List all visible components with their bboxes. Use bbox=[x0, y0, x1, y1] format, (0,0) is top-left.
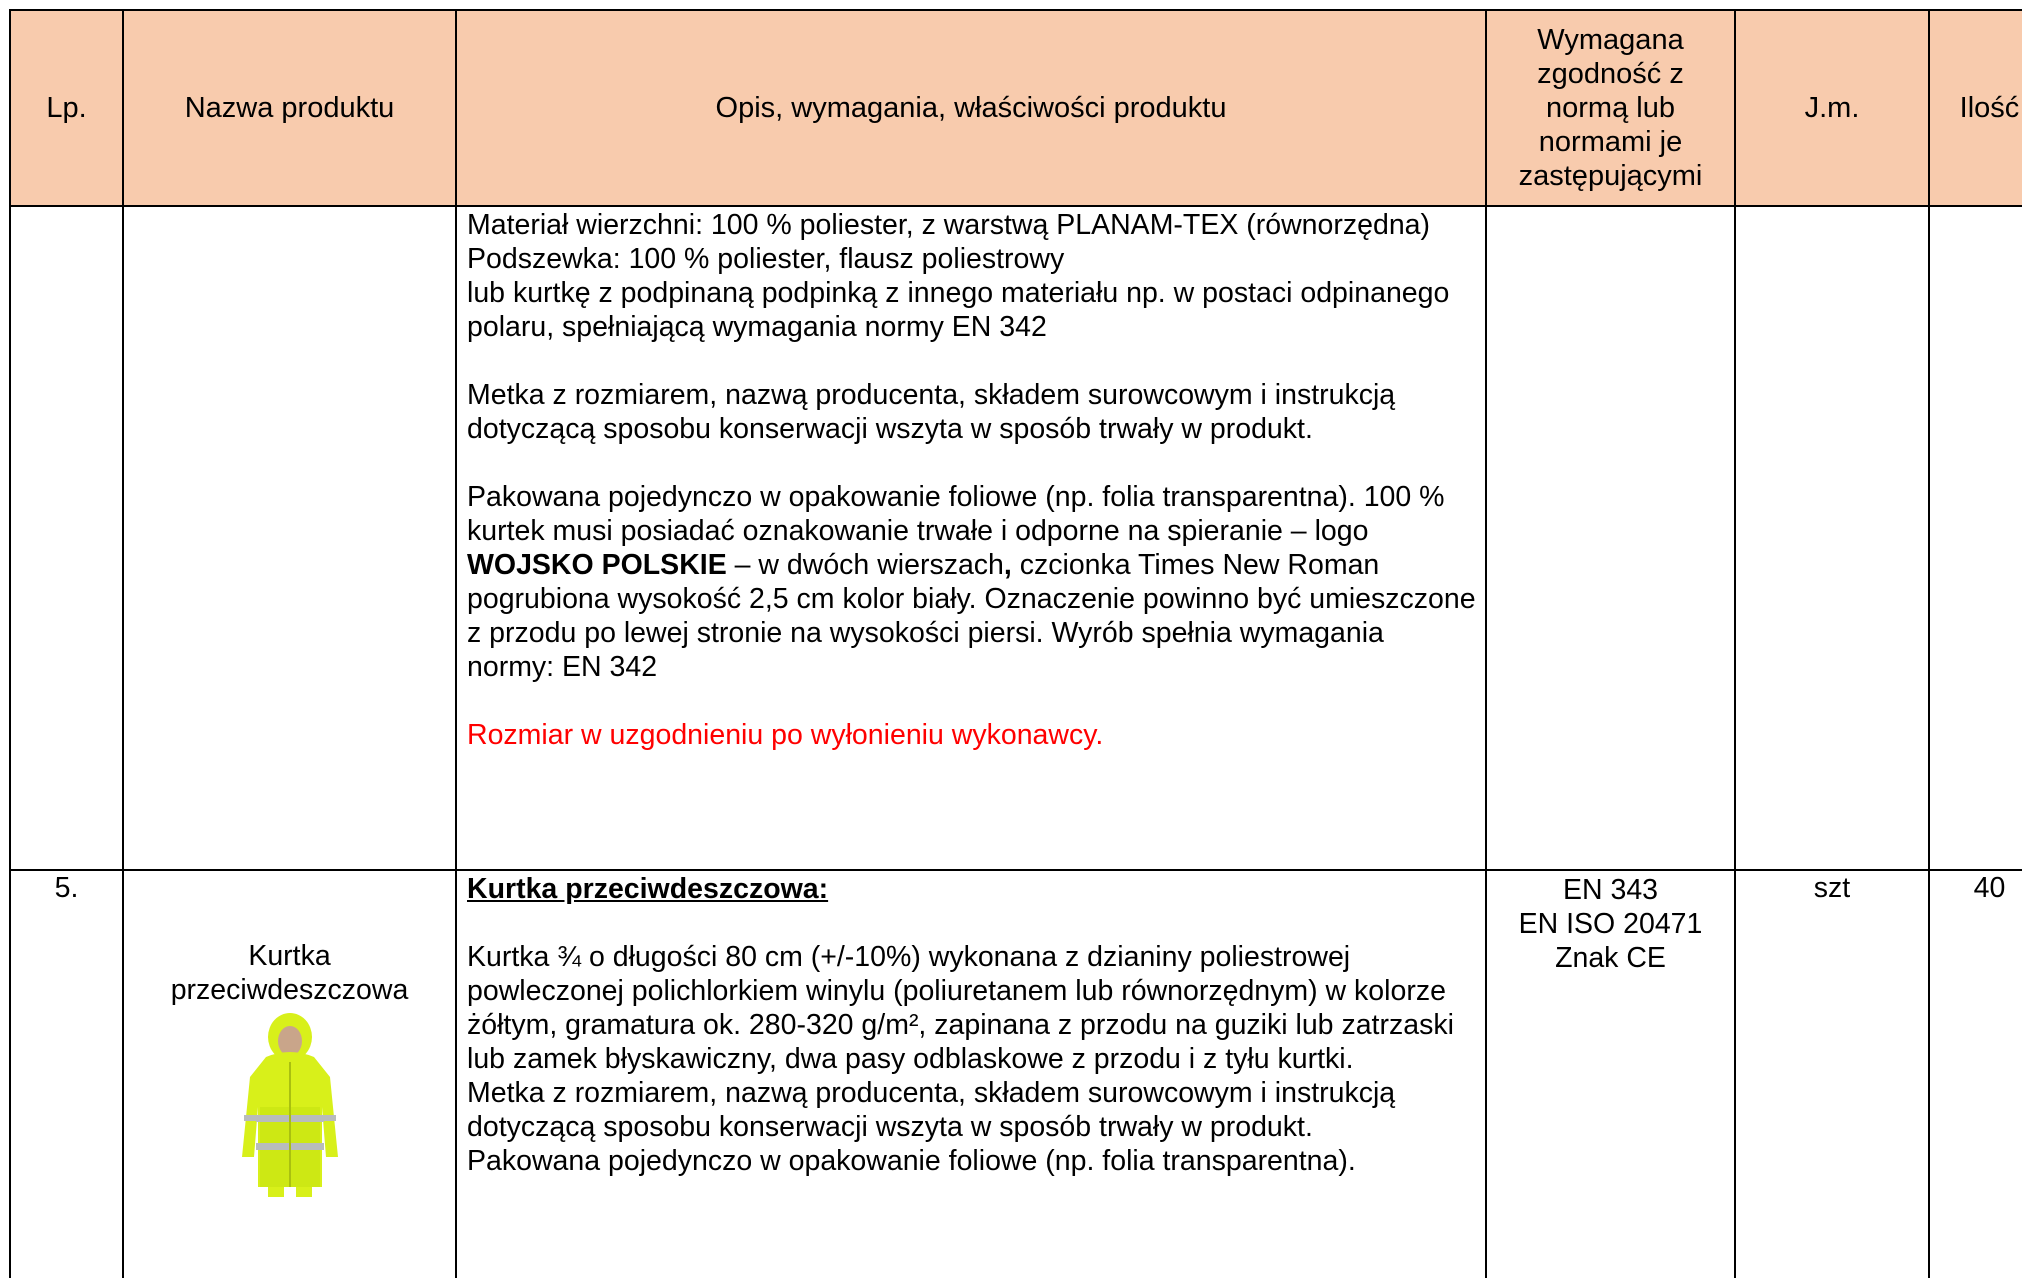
cell-name-empty bbox=[123, 206, 456, 870]
material-line: Materiał wierzchni: 100 % poliester, z warstwą PLANAM-TEX (równorzędna) bbox=[467, 209, 1431, 241]
norm-3: Znak CE bbox=[1555, 942, 1666, 974]
table-row-item-5 bbox=[10, 870, 2022, 1278]
header-lp: Lp. bbox=[10, 10, 123, 206]
cell-name-5 bbox=[123, 870, 456, 1278]
product-spec-table bbox=[9, 9, 2022, 1278]
item5-packing-paragraph: Pakowana pojedynczo w opakowanie foliowe (np. folia transparentna). bbox=[467, 1145, 1356, 1177]
logo-text: WOJSKO POLSKIE bbox=[467, 549, 727, 581]
cell-description-5 bbox=[456, 870, 1486, 1278]
comma-bold: , bbox=[1003, 549, 1012, 581]
norm-1: EN 343 bbox=[1562, 874, 1659, 906]
item5-title bbox=[467, 872, 1477, 906]
header-quantity: Ilość bbox=[1929, 10, 2022, 206]
cell-lp-5: 5. bbox=[10, 870, 123, 1278]
cell-unit-5: szt bbox=[1735, 870, 1929, 1278]
cell-lp-empty bbox=[10, 206, 123, 870]
packing-text-b: – w dwóch wierszach bbox=[726, 549, 1004, 581]
table-header-row bbox=[10, 10, 2022, 206]
label-paragraph: Metka z rozmiarem, nazwą producenta, składem surowcowym i instrukcją dotyczącą sposobu konserwacji wszyta w sposób trwały w produkt. bbox=[467, 379, 1396, 445]
yellow-rain-jacket-photo-icon bbox=[230, 1007, 350, 1197]
alt-lining-line: lub kurtkę z podpinaną podpinką z innego materiału np. w postaci odpinanego polaru, spełniającą wymagania normy EN 342 bbox=[467, 277, 1450, 343]
cell-norm-empty bbox=[1486, 206, 1735, 870]
item5-label-paragraph: Metka z rozmiarem, nazwą producenta, składem surowcowym i instrukcją dotyczącą sposobu konserwacji wszyta w sposób trwały w produkt. bbox=[467, 1077, 1396, 1143]
cell-qty-5: 40 bbox=[1929, 870, 2022, 1278]
header-norm bbox=[1486, 10, 1735, 206]
cell-description-continued bbox=[456, 206, 1486, 870]
header-unit: J.m. bbox=[1735, 10, 1929, 206]
packing-text-c: czcionka Times New Roman pogrubiona wysokość 2,5 cm kolor biały. Oznaczenie powinno być umieszczone z przodu po lewej stronie na wysokości piersi. Wyrób spełnia wymagania normy: EN 342 bbox=[467, 549, 1476, 683]
cell-norm-5 bbox=[1486, 870, 1735, 1278]
item5-title-text: Kurtka przeciwdeszczowa: bbox=[467, 873, 829, 905]
header-product-name: Nazwa produktu bbox=[123, 10, 456, 206]
lining-line: Podszewka: 100 % poliester, flausz poliestrowy bbox=[467, 243, 1065, 275]
product-name-5: Kurtka przeciwdeszczowa bbox=[170, 940, 409, 1006]
cell-unit-empty bbox=[1735, 206, 1929, 870]
header-description: Opis, wymagania, właściwości produktu bbox=[456, 10, 1486, 206]
norm-2: EN ISO 20471 bbox=[1518, 908, 1703, 940]
item5-desc-paragraph: Kurtka ¾ o długości 80 cm (+/-10%) wykonana z dzianiny poliestrowej powleczonej polichlorkiem winylu (poliuretanem lub równorzędnym) w kolorze żółtym, gramatura ok. 280-320 g/m², zapinana z przodu na guziki lub zatrzaski lub zamek błyskawiczny, dwa pasy odblaskowe z przodu i z tyłu kurtki. bbox=[467, 941, 1454, 1075]
table-row-continued bbox=[10, 206, 2022, 870]
header-norm-text: Wymagana zgodność z normą lub normami je zastępującymi bbox=[1518, 24, 1703, 192]
packing-text-a: Pakowana pojedynczo w opakowanie foliowe (np. folia transparentna). 100 % kurtek musi posiadać oznakowanie trwałe i odporne na spieranie – logo bbox=[467, 481, 1445, 547]
cell-qty-empty bbox=[1929, 206, 2022, 870]
size-note: Rozmiar w uzgodnieniu po wyłonieniu wykonawcy. bbox=[467, 719, 1104, 751]
packing-paragraph bbox=[467, 480, 1477, 684]
